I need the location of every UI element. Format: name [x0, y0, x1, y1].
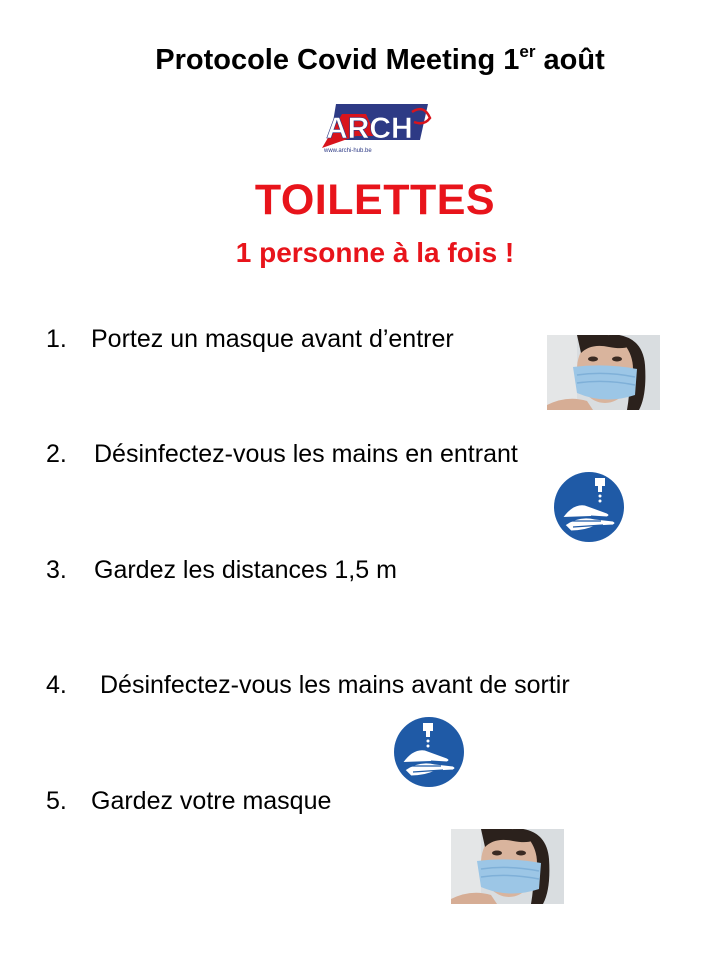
svg-text:www.archi-hub.be: www.archi-hub.be	[324, 148, 372, 154]
step-5	[46, 787, 331, 816]
archi-logo	[316, 96, 440, 156]
hand-disinfection-sign	[391, 714, 467, 790]
toilets-heading: TOILETTES	[254, 176, 496, 224]
step-number: 3.	[46, 556, 67, 584]
step-text: Désinfectez-vous les mains en entrant	[94, 440, 518, 468]
step-2	[46, 440, 518, 469]
hand-disinfection-sign	[551, 469, 627, 545]
svg-text:ARCH: ARCH	[326, 112, 413, 145]
step-4	[46, 671, 570, 700]
one-person-notice: 1 personne à la fois !	[235, 237, 515, 268]
woman-wearing-mask-photo	[451, 829, 564, 904]
step-number: 5.	[46, 787, 67, 815]
woman-wearing-mask-photo	[547, 335, 660, 410]
page-title: Protocole Covid Meeting 1er août	[155, 42, 605, 76]
step-number: 4.	[46, 671, 67, 699]
step-1	[46, 325, 454, 354]
step-text: Portez un masque avant d’entrer	[91, 325, 454, 353]
step-number: 1.	[46, 325, 67, 353]
step-text: Désinfectez-vous les mains avant de sortir	[100, 671, 570, 699]
step-number: 2.	[46, 440, 67, 468]
step-text: Gardez les distances 1,5 m	[94, 556, 397, 584]
step-text: Gardez votre masque	[91, 787, 332, 815]
step-3	[46, 556, 397, 585]
